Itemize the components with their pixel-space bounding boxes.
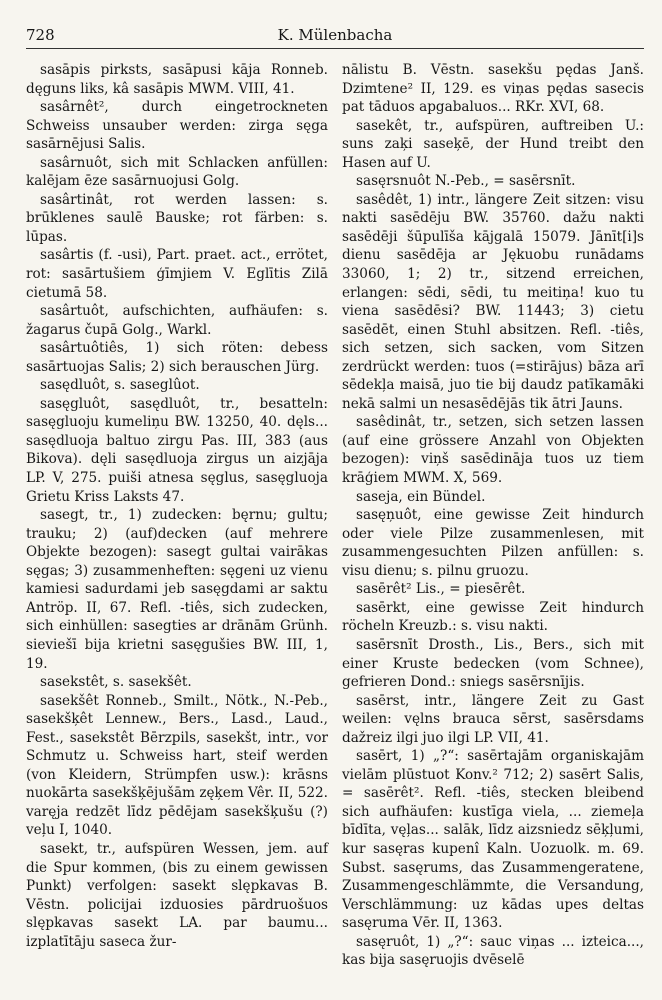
dictionary-entry: sasērt, 1) „?“: sasērtajām organiskajām vielām plūstuot Konv.² 712; 2) sasērt Salis, = sasērêt². Refl. -tiês, stecken bleibend sich aufhäufen: kustīga viela, ... ziemeļa bīdīta, vęļas... salāk, līdz aizsniedz sēķļumi, kur sasęras kupenî Kaln. Uozuolk. m. 69. Subst. sasęrums, das Zusammengeratene, Zusammengeschlämmte, die Versandung, Verschlämmung: uz kādas upes deltas sasęruma Vēr. II, 1363. — [342, 748, 644, 932]
dictionary-entry: sasekêt, tr., aufspüren, auftreiben U.: suns zaķi saseķē, der Hund treibt den Hasen auf U. — [342, 117, 644, 171]
dictionary-entry: sasęrsnuôt N.-Peb., = sasērsnīt. — [356, 173, 576, 190]
right-column — [342, 61, 644, 970]
dictionary-entry: sasāpis pirksts, sasāpusi kāja Ronneb. dęguns liks, kâ sasāpis MWM. VIII, 41. — [26, 62, 328, 97]
dictionary-entry: sasârtuôt, aufschichten, aufhäufen: s. žagarus čupā Golg., Warkl. — [26, 303, 328, 338]
dictionary-entry: sasērkt, eine gewisse Zeit hindurch röcheln Kreuzb.: s. visu nakti. — [342, 599, 644, 635]
dictionary-entry: sasêdinât, tr., setzen, sich setzen lassen (auf eine grössere Anzahl von Objekten bezogen): viņš sasēdināja tuos uz tiem krāģiem MWM. X, 569. — [342, 414, 644, 487]
page-header — [26, 26, 644, 49]
dictionary-entry: sasârtinât, rot werden lassen: s. brūklenes saulē Bauske; rot färben: s. lūpas. — [26, 191, 328, 245]
dictionary-entry: sasērsnīt Drosth., Lis., Bers., sich mit einer Kruste bedecken (vom Schnee), gefrieren Dond.: sniegs sasērsnījis. — [342, 636, 644, 691]
columns — [26, 61, 644, 970]
dictionary-entry: sasârnuôt, sich mit Schlacken anfüllen: kalējam ēze sasārnuojusi Golg. — [26, 154, 328, 190]
dictionary-entry: sasērst, intr., längere Zeit zu Gast weilen: vęlns brauca sērst, sasērsdams dažreiz ilgi juo ilgi LP. VII, 41. — [342, 692, 644, 746]
dictionary-entry: sasârtis (f. -usi), Part. praet. act., errötet, rot: sasārtušiem ģīmjiem V. Eglītis Zilā cietumā 58. — [26, 247, 328, 301]
dictionary-entry: sasârnêt², durch eingetrockneten Schweiss unsauber werden: zirga sęga sasārnējusi Salis. — [26, 99, 328, 153]
running-head: K. Mülenbacha — [277, 26, 393, 44]
dictionary-entry: sasekt, tr., aufspüren Wessen, jem. auf die Spur kommen, (bis zu einem gewissen Punkt) verfolgen: sasekt slępkavas B. Vēstn. policijai izduosies pārdruošuos slępkavas sasekt LA. par baumu... izplatītāju saseca žur- — [26, 840, 328, 950]
dictionary-entry: saseja, ein Bündel. — [356, 488, 486, 505]
dictionary-entry: sasârtuôtiês, 1) sich röten: debess sasārtuojas Salis; 2) sich berauschen Jürg. — [26, 340, 328, 375]
left-column — [26, 61, 328, 970]
dictionary-entry: sasêdêt, 1) intr., längere Zeit sitzen: visu nakti sasēdēju BW. 35760. dažu nakti sasēdēji šūpulīša kājgalā 15079. Jānīt[i]s dienu sasēdēja ar Jękuobu runādams 33060, 1; 2) tr., sitzend erreichen, erlangen: sēdi, sēdi, tu meitiņa! kuo tu viena sasēdēsi? BW. 11443; 3) cietu sasēdēt, einen Stuhl absitzen. Refl. -tiês, sich setzen, sich sacken, vom Sitzen zerdrückt werden: tuos (=stirājus) bāza arī sēdekļa maisā, juo tie bij daudz patīkamāki nekā salmi un nesasēdējās tik ātri Jauns. — [342, 191, 644, 412]
dictionary-entry: sasędluôt, s. saseglûot. — [40, 377, 200, 394]
page-number: 728 — [26, 26, 55, 44]
dictionary-entry: sasegt, tr., 1) zudecken: bęrnu; gultu; trauku; 2) (auf)decken (auf mehrere Objekte bezogen): sasegt gultai vairākas sęgas; 3) zusammenheften: sęgeni uz vienu kamiesi sadurdami jeb sasęgdami ar saktu Antröp. II, 67. Refl. -tiês, sich zudecken, sich einhüllen: sasegties ar drānām Grünh. sieviešī bija krietni sasęgušies BW. III, 1, 19. — [26, 507, 328, 672]
dictionary-entry: sasekšêt Ronneb., Smilt., Nötk., N.-Peb., sasekšķêt Lennew., Bers., Lasd., Laud., Fest., sasekstêt Bērzpils, sasekšt, intr., vor Schmutz u. Schweiss hart, steif werden (von Kleidern, Strümpfen usw.): krāsns nuokārta sasekšķējušām zęķem Vêr. II, 522. varęja redzēt līdz pēdējam sasekšķušu (?) veļu I, 1040. — [26, 692, 328, 839]
dictionary-entry: nālistu B. Vēstn. sasekšu pędas Janš. Dzimtene² II, 129. es viņas pędas sasecis pat tāduos apgabaluos... RKr. XVI, 68. — [342, 62, 644, 116]
dictionary-entry: sasęruôt, 1) „?“: sauc viņas ... izteica..., kas bija sasęruojis dvēselē — [342, 933, 644, 969]
dictionary-entry: sasęgluôt, sasędluôt, tr., besatteln: sasęgluoju kumeliņu BW. 13250, 40. dęls... sasędluoja baltuo zirgu Pas. III, 383 (aus Bikova). dęli sasędluoja zirgus un aizjāja LP. V, 275. puiši atnesa sęglus, sasęgluoja Grietu Kriss Laksts 47. — [26, 395, 328, 505]
dictionary-entry: sasērêt² Lis., = piesērêt. — [356, 581, 526, 598]
dictionary-entry: sasęņuôt, eine gewisse Zeit hindurch oder viele Pilze zusammenlesen, mit zusammengesuchten Pilzen anfüllen: s. visu dienu; s. pilnu gruozu. — [342, 507, 644, 579]
dictionary-entry: sasekstêt, s. sasekšêt. — [40, 674, 192, 691]
